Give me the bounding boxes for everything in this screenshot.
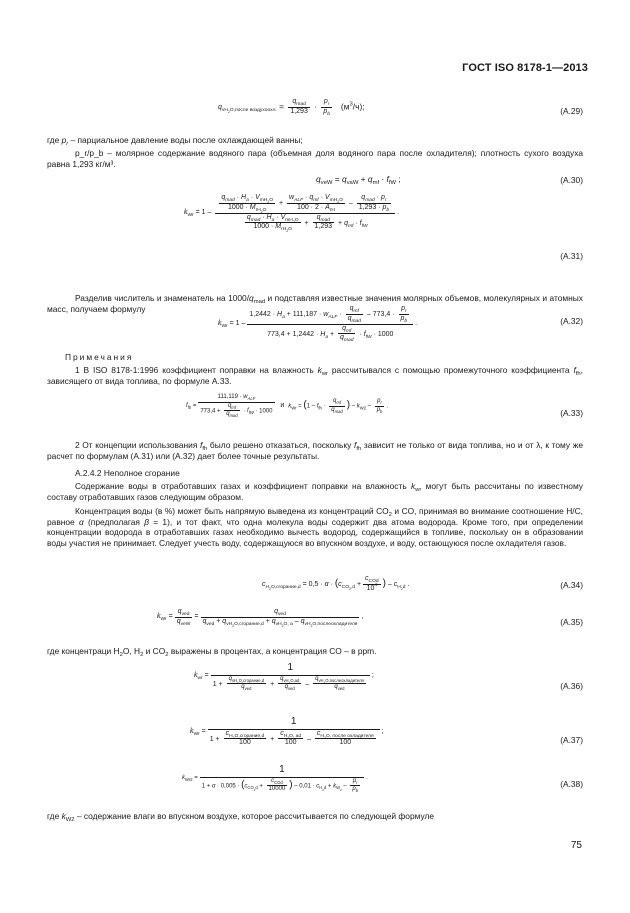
formula-a29: $q_{vH_2O,после воздухоохл.}$ = $\frac{q_{mad}}{1,293}$ · $\frac{p_r}{p_b}$ $(м^3/ч)$;	[218, 98, 365, 117]
equation-number-a38: (А.38)	[560, 779, 583, 789]
equation-number-a32: (А.32)	[560, 316, 583, 326]
notes-title: Примечания	[65, 352, 134, 362]
paragraph-pr-definition: где $p_r$ – парциальное давление воды после охлаждающей ванны;	[47, 135, 303, 147]
formula-a34: $c_{H_2O,сгорание,d} = 0,5 \cdot \alpha \cdot (c_{CO_2,d}$ + $\frac{c_{COd}}{10^4}$ ) – $c_{H_2d}$ .	[262, 575, 410, 592]
formula-a38: $k_{Wr2}$ = 1 $1 + \alpha \cdot 0,005 \cdot (c_{CO_2d}$ + $\frac{c_{COd}}{10000}$ ) – $0,01 \cdot c_{H_2d} + k_{W_2}$ – $\frac{p_r}{p_b}$ .	[182, 764, 368, 793]
equation-number-a30: (А.30)	[560, 175, 583, 185]
equation-number-a31: (А.31)	[560, 251, 583, 261]
formula-a36: $k_{wr}$ = 1 1 + $\frac{q_{vH_2O,сгорание,d}}{q_{ved}}$ + $\frac{q_{vH_2O,ad}}{q_{ved}}$ – $\frac{q_{vH_2O,послеохладителя}}{q_{ved}}$ ;	[194, 662, 374, 691]
equation-number-a37: (А.37)	[560, 735, 583, 745]
formula-a35: $k_{Wr}$ = $\frac{q_{ved}}{q_{veW}}$ = $\frac{q_{ved}}{q_{ved} + q_{vH_2O,сгорание,d} + q_{vH_2O, a} - q_{vH_2O,послеохладителя}}$ ,	[157, 608, 364, 628]
formula-a31: $k_{Wr} = 1$ – $\frac{q_{mad} \cdot H_a \cdot V_{mH_2O}}{1000 \cdot M_{rH_2O}}$ + $\frac{w_{ALF} \cdot q_{mf} \cdot V_{mH_2O}}{100 \cdot 2 \cdot A_{rH}}$ – $\frac{q_{mad} \cdot p_r}{1,293 \cdot p_b}$ $\frac{q_{mad} \cdot H_a \cdot V_{mH_2O}}{1000 \cdot M_{rH_2O}}$ + $\frac{q_{mad}}{1,293}$ + $q_{mf} \cdot f_{fW}$ .	[184, 194, 400, 234]
formula-a32-main: $k_{Wr} = 1$ – $1,2442 \cdot H_a + 111,187 \cdot w_{ALF}$ · $\frac{q_{mf}}{q_{mad}}$ – 773,4 · $\frac{p_r}{p_b}$ $773,4 + 1,2442 \cdot H_a$ + $\frac{q_{mf}}{q_{mad}}$ · $f_{fW} \cdot 1000$ .	[218, 305, 418, 344]
equation-number-a36: (А.36)	[560, 681, 583, 691]
note-1: 1 В ISO 8178-1:1996 коэффициент поправки на влажность $k_{wr}$ рассчитывался с помощью промежуточного коэффициента $f_{fh}$, зависящего от вида топлива, по формуле А.33.	[47, 365, 583, 386]
equation-number-a29: (А.29)	[560, 106, 583, 116]
note-2: 2 От концепции использования $f_{fh}$ было решено отказаться, поскольку $f_{fh}$ зависит не только от вида топлива, но и от λ, к тому же расчет по формулам (А.31) или (А.32) дает более точные результаты.	[47, 440, 583, 461]
equation-number-a34: (А.34)	[560, 580, 583, 590]
formula-a30: $q_{veW} = q_{vaW} + q_{mf} \cdot f_{fW}$ ;	[316, 174, 401, 186]
formula-a37: $k_{Wr}$ = 1 1 + $\frac{c_{H_2O,сгорание,d}}{100}$ + $\frac{c_{H_2O, ad}}{100}$ – $\frac{c_{H_2O, после охладителя}}{100}$ ;	[190, 716, 384, 747]
paragraph-concentrations-units: где концентраци $H_2O$, $H_2$ и $CO_2$ выражены в процентах, а концентрация CO – в ppm.	[47, 646, 377, 658]
paragraph-water-concentration: Концентрация воды (в %) может быть напрямую выведена из концентраций $CO_2$ и CO, принимая во внимание соотношение H/C, равное α (предполагая β = 1), и тот факт, что одна молекула воды содержит два атома водорода. Кроме того, при определении концентрации водорода в отработавших газах необходимо вычесть водород, содержащийся в топливе, поскольку он в образовании воды участия не принимает. Следует учесть воду, содержащуюся во впускном воздухе, и воду, остающуюся после охладителя газов.	[47, 506, 583, 548]
equation-number-a35: (А.35)	[560, 617, 583, 627]
paragraph-molar-content: p_r/p_b – молярное содержание водяного пара (объемная доля водяного пара после охладителя); плотность сухого воздуха равна 1,293 кг/м³.	[47, 148, 583, 169]
formula-a33: $f_{fh}$ = $111,119 \cdot w_{ALF}$ 773,4 + $\frac{q_{mf}}{q_{mad}}$ · $f_{fW} \cdot 1000$ и $k_{Wr} = (1 - f_{fh}$ · $\frac{q_{mf}}{q_{mad}}$ ) – $k_{W2}$ – $\frac{p_r}{p_b}$ .	[186, 394, 389, 418]
document-header: ГОСТ ISO 8178-1—2013	[462, 62, 588, 74]
page-number: 75	[570, 840, 582, 851]
equation-number-a33: (А.33)	[560, 408, 583, 418]
paragraph-dividing: Разделив числитель и знаменатель на $1000/q_{mad}$ и подставляя известные значения молярных объемов, молекулярных и атомных масс, получаем формулу	[47, 293, 583, 314]
section-heading: А.2.4.2 Неполное сгорание	[75, 468, 180, 478]
paragraph-water-content: Содержание воды в отработавших газах и коэффициент поправки на влажность $k_{wr}$ могут быть рассчитаны по известному составу отработавших газов следующим образом.	[47, 481, 583, 502]
paragraph-kw2-definition: где $k_{W2}$ – содержание влаги во впускном воздухе, которое рассчитывается по следующей формуле	[47, 811, 435, 823]
